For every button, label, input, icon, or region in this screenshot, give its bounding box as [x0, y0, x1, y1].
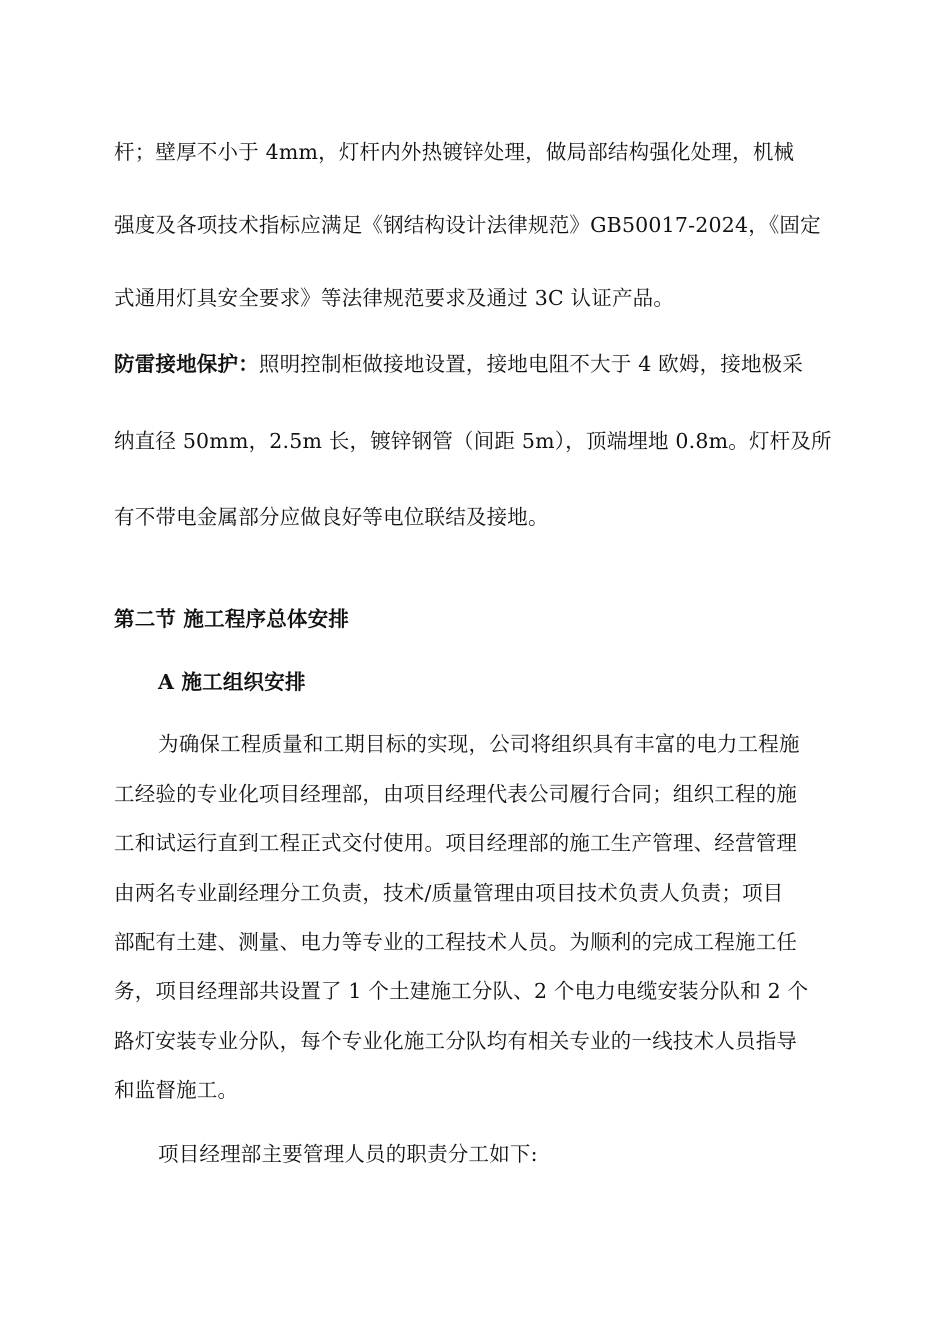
paragraph-line: 和监督施工。 [114, 1078, 239, 1102]
text-line: 杆；壁厚不小于 4mm，灯杆内外热镀锌处理，做局部结构强化处理，机械 [114, 140, 795, 164]
paragraph-line: 务，项目经理部共设置了 1 个土建施工分队、2 个电力电缆安装分队和 2 个 [114, 979, 809, 1003]
paragraph-line: 部配有土建、测量、电力等专业的工程技术人员。为顺利的完成工程施工任 [114, 930, 798, 954]
lightning-protection-line [114, 351, 803, 377]
paragraph-line: 路灯安装专业分队，每个专业化施工分队均有相关专业的一线技术人员指导 [114, 1029, 798, 1053]
text-line: 有不带电金属部分应做良好等电位联结及接地。 [114, 505, 549, 529]
subsection-heading: A 施工组织安排 [158, 670, 306, 694]
section-heading: 第二节 施工程序总体安排 [114, 607, 350, 631]
paragraph-line: 工和试运行直到工程正式交付使用。项目经理部的施工生产管理、经营管理 [114, 831, 798, 855]
paragraph-line: 为确保工程质量和工期目标的实现，公司将组织具有丰富的电力工程施 [158, 732, 800, 756]
lightning-protection-label: 防雷接地保护： [114, 352, 259, 376]
text-line: 式通用灯具安全要求》等法律规范要求及通过 3C 认证产品。 [114, 286, 675, 310]
closing-line: 项目经理部主要管理人员的职责分工如下: [158, 1142, 538, 1166]
text-line: 纳直径 50mm，2.5m 长，镀锌钢管（间距 5m），顶端埋地 0.8m。灯杆及所 [114, 429, 832, 453]
paragraph-line: 由两名专业副经理分工负责，技术/质量管理由项目技术负责人负责；项目 [114, 881, 784, 905]
paragraph-line: 工经验的专业化项目经理部，由项目经理代表公司履行合同；组织工程的施 [114, 782, 798, 806]
text-line: 强度及各项技术指标应满足《钢结构设计法律规范》GB50017-2024，《固定 [114, 213, 821, 237]
text-run: 照明控制柜做接地设置，接地电阻不大于 4 欧姆，接地极采 [258, 352, 804, 376]
